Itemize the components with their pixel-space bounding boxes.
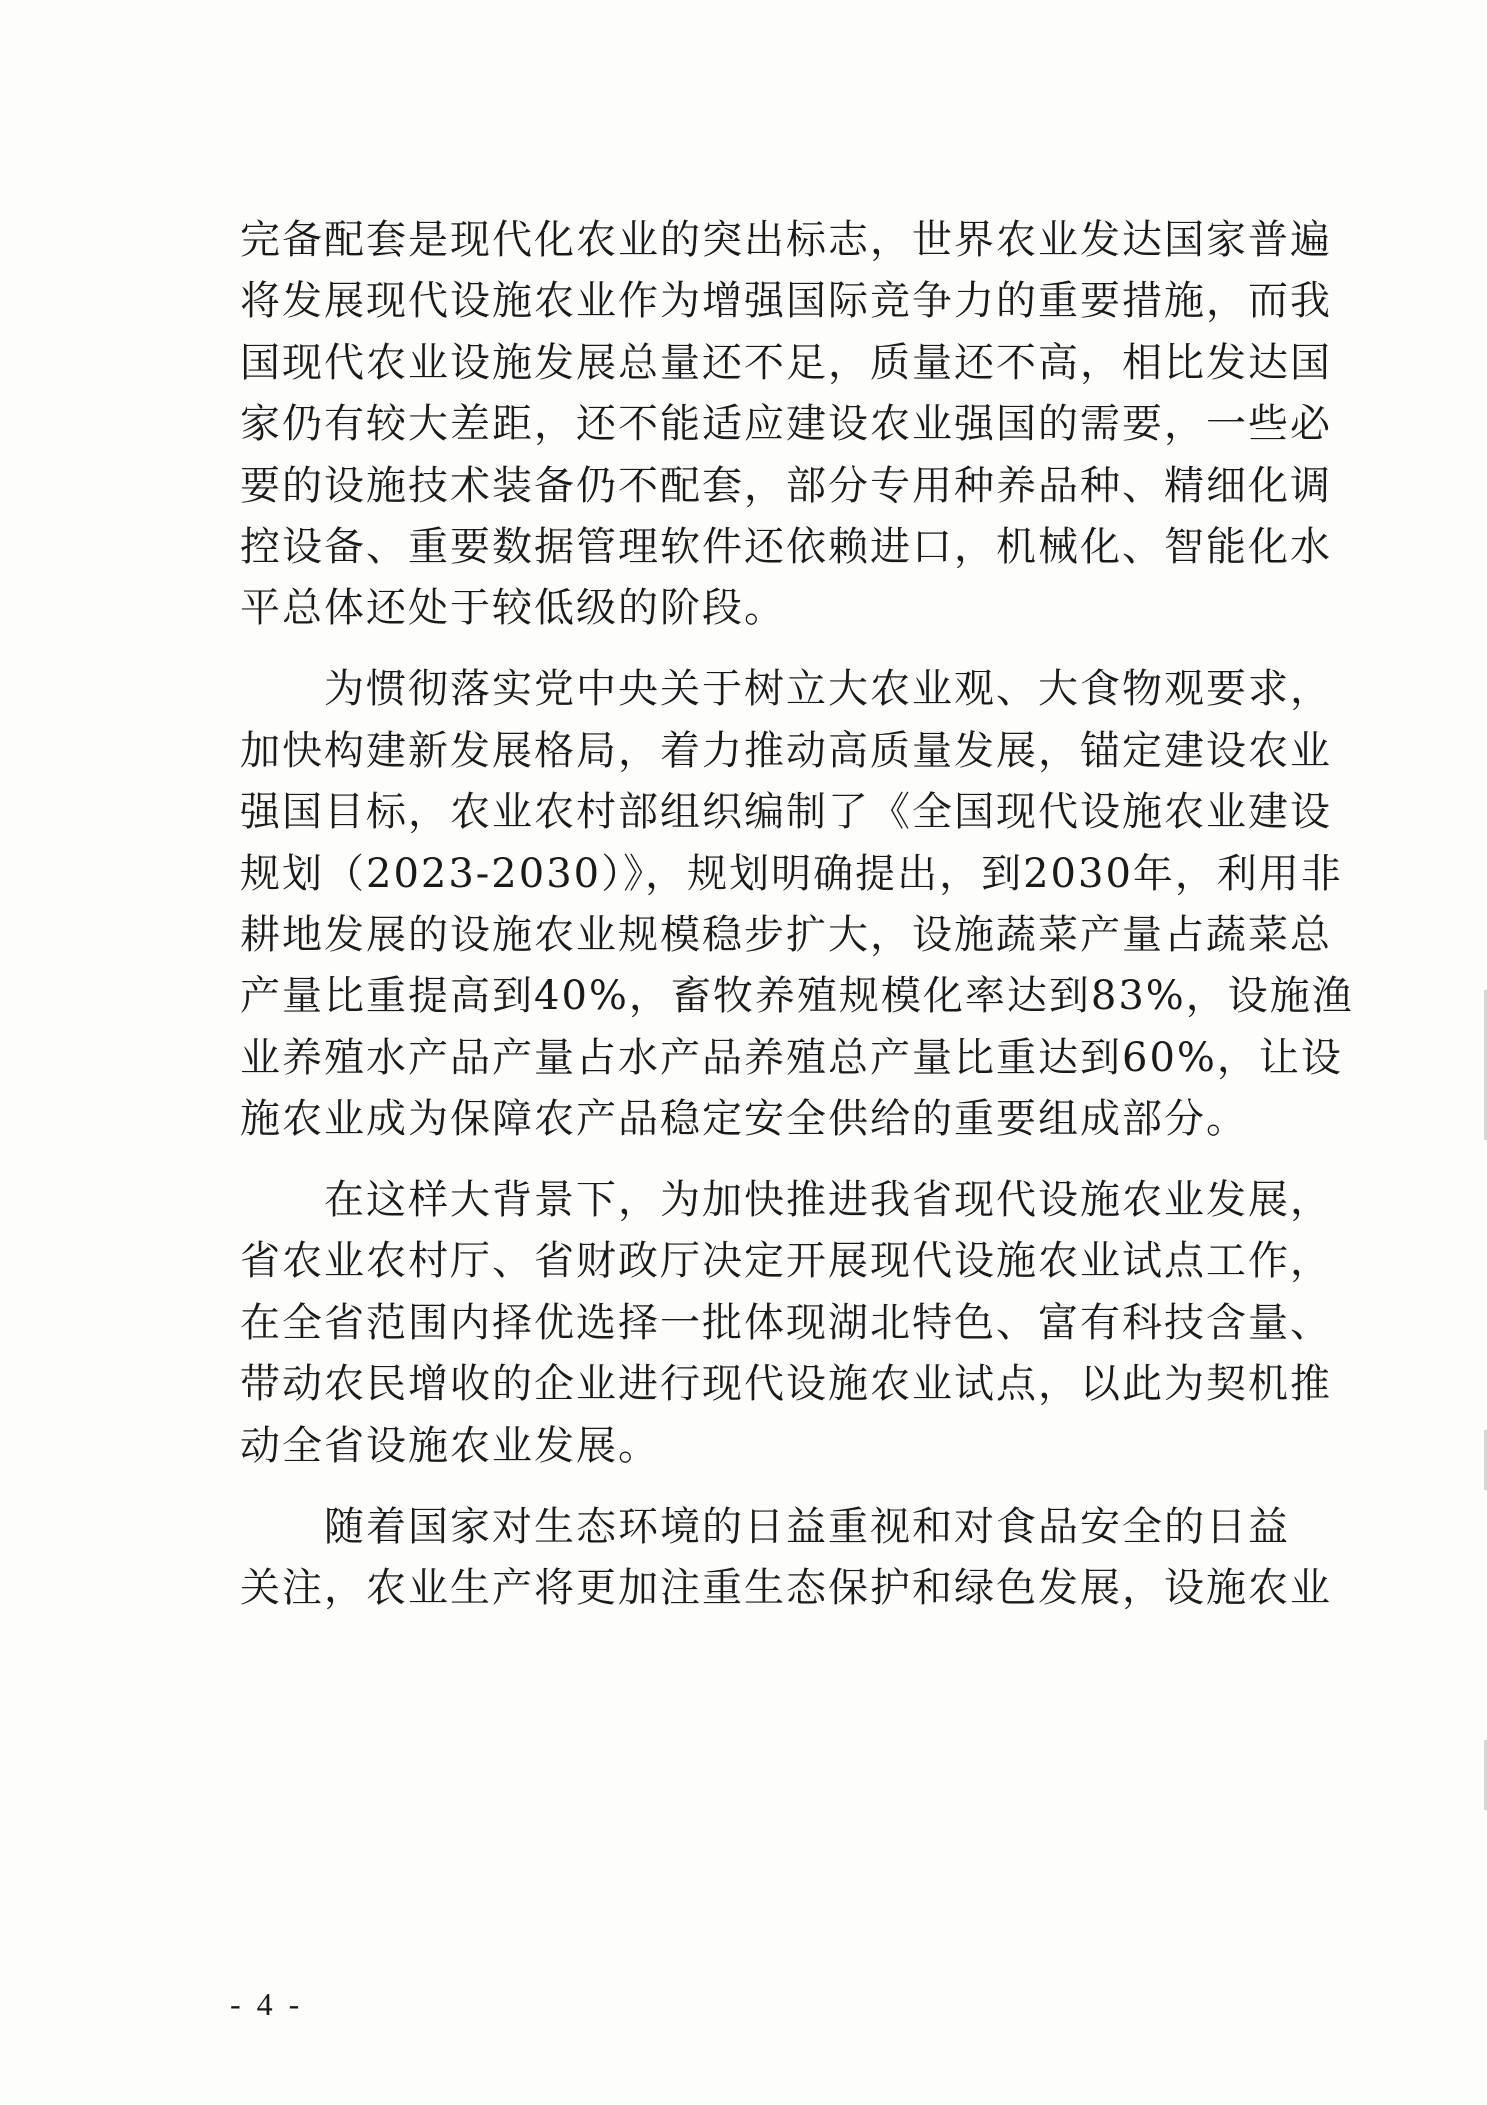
text-line: 要的设施技术装备仍不配套，部分专用种养品种、精细化调 — [240, 462, 1332, 509]
text-line: 动全省设施农业发展。 — [240, 1422, 660, 1469]
text-line: 省农业农村厅、省财政厅决定开展现代设施农业试点工作， — [240, 1238, 1332, 1285]
paragraph-gap — [240, 1150, 1270, 1170]
text-line: 为惯彻落实党中央关于树立大农业观、大食物观要求， — [240, 666, 1332, 713]
body-text — [240, 210, 1354, 1619]
paragraph-gap — [240, 640, 1270, 660]
text-line: 强国目标，农业农村部组织编制了《全国现代设施农业建设 — [240, 789, 1332, 836]
text-line: 将发展现代设施农业作为增强国际竞争力的重要措施，而我 — [240, 278, 1332, 325]
text-line: 控设备、重要数据管理软件还依赖进口，机械化、智能化水 — [240, 523, 1332, 570]
paragraph-gap — [240, 1477, 1270, 1497]
text-line: 施农业成为保障农产品稳定安全供给的重要组成部分。 — [240, 1096, 1248, 1143]
text-line: 完备配套是现代化农业的突出标志，世界农业发达国家普遍 — [240, 217, 1332, 263]
text-line: 业养殖水产品产量占水产品养殖总产量比重达到60%，让设 — [240, 1034, 1343, 1081]
text-line: 加快构建新发展格局，着力推动高质量发展，锚定建设农业 — [240, 727, 1332, 774]
text-line: 带动农民增收的企业进行现代设施农业试点，以此为契机推 — [240, 1361, 1332, 1408]
text-line: 产量比重提高到40%，畜牧养殖规模化率达到83%，设施渔 — [240, 973, 1354, 1020]
text-line: 家仍有较大差距，还不能适应建设农业强国的需要，一些必 — [240, 401, 1332, 448]
text-line: 随着国家对生态环境的日益重视和对食品安全的日益 — [240, 1503, 1290, 1550]
text-line: 在这样大背景下，为加快推进我省现代设施农业发展， — [240, 1177, 1332, 1224]
text-line: 耕地发展的设施农业规模稳步扩大，设施蔬菜产量占蔬菜总 — [240, 911, 1332, 958]
text-line: 平总体还处于较低级的阶段。 — [240, 585, 786, 632]
text-line: 国现代农业设施发展总量还不足，质量还不高，相比发达国 — [240, 339, 1332, 386]
text-line: 关注，农业生产将更加注重生态保护和绿色发展，设施农业 — [240, 1564, 1332, 1611]
page-number: - 4 - — [230, 1986, 304, 2022]
text-line: 规划（2023-2030）》，规划明确提出，到2030年，利用非 — [240, 850, 1343, 897]
text-line: 在全省范围内择优选择一批体现湖北特色、富有科技含量、 — [240, 1299, 1332, 1346]
